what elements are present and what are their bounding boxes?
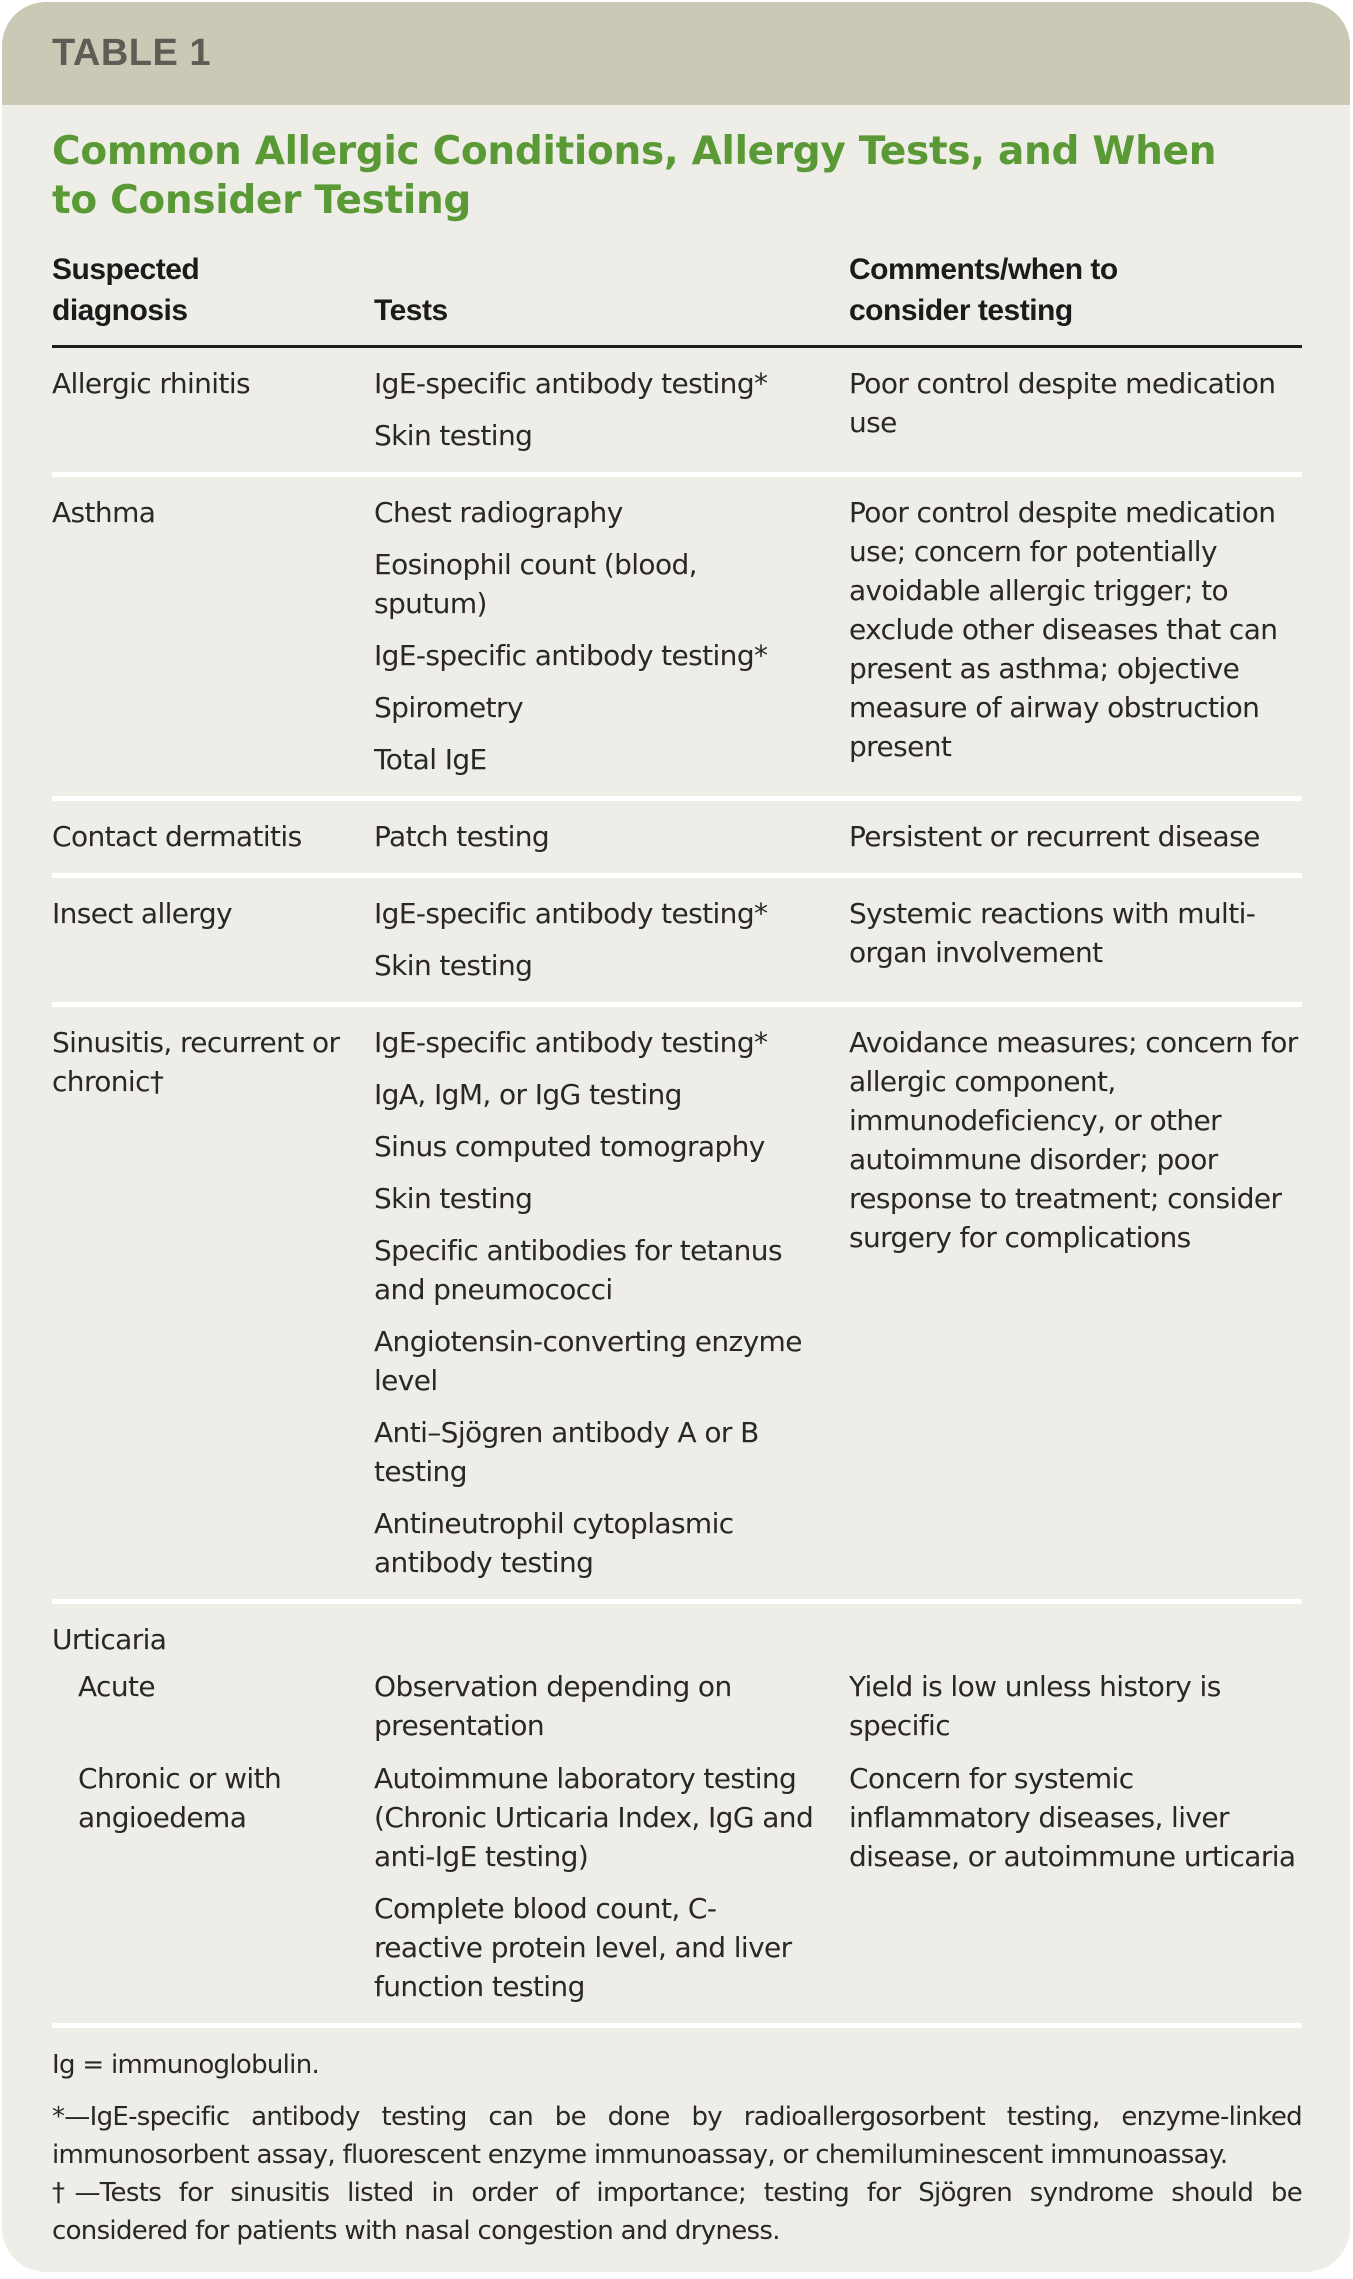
tests-cell <box>374 1745 849 2026</box>
row-divider <box>52 2026 1302 2029</box>
comments-cell: Persistent or recurrent disease <box>849 820 1260 853</box>
test-item: Total IgE <box>374 743 487 776</box>
table-label-band <box>2 2 1350 105</box>
tests-cell <box>374 1659 849 1745</box>
column-header-diagnosis: Suspected diagnosis <box>52 249 374 347</box>
test-item: Autoimmune laboratory testing (Chronic Urticaria Index, IgG and anti-IgE testing) <box>374 1762 814 1873</box>
tests-cell <box>374 477 849 799</box>
allergy-table <box>52 249 1302 2028</box>
column-header-tests: Tests <box>374 249 849 347</box>
table-header-row <box>52 249 1302 347</box>
test-item: IgE-specific antibody testing* <box>374 367 768 400</box>
test-item: Complete blood count, C-reactive protein level, and liver function testing <box>374 1892 792 2003</box>
footnote-star: *—IgE-specific antibody testing can be done by radioallergosorbent testing, enzyme-linked immunosorbent assay, fluorescent enzyme immunoassay, or chemiluminescent immunoassay. <box>52 2102 1302 2170</box>
table-footnotes <box>52 2046 1302 2250</box>
table-group-row <box>52 1604 1302 1659</box>
table-title: Common Allergic Conditions, Allergy Tests, and When to Consider Testing <box>52 129 1217 223</box>
test-item: Spirometry <box>374 691 523 724</box>
table-number-label: TABLE 1 <box>52 32 212 74</box>
table-subrow <box>52 1745 1302 2026</box>
test-item: Skin testing <box>374 419 533 452</box>
table-row <box>52 477 1302 799</box>
tests-cell <box>374 347 849 475</box>
comments-cell: Concern for systemic inflammatory diseases, liver disease, or autoimmune urticaria <box>849 1762 1296 1873</box>
sub-diagnosis-cell <box>52 1745 374 2026</box>
test-item: Skin testing <box>374 1182 533 1215</box>
comments-cell: Poor control despite medication use; concern for potentially avoidable allergic trigger; to exclude other diseases that can present as asthma; objective measure of airway obstruction present <box>849 496 1278 763</box>
table-row <box>52 1007 1302 1602</box>
test-item: Sinus computed tomography <box>374 1130 765 1163</box>
table-card <box>2 2 1350 2272</box>
test-item: IgE-specific antibody testing* <box>374 897 768 930</box>
test-item: Observation depending on presentation <box>374 1670 732 1742</box>
comments-cell: Systemic reactions with multi-organ involvement <box>849 897 1256 969</box>
comments-cell: Yield is low unless history is specific <box>849 1670 1221 1742</box>
test-item: Chest radiography <box>374 496 623 529</box>
diagnosis-cell: Allergic rhinitis <box>52 367 251 400</box>
tests-cell <box>374 878 849 1005</box>
tests-cell <box>374 1007 849 1602</box>
abbreviation-note: Ig = immunoglobulin. <box>52 2050 320 2080</box>
test-item: Antineutrophil cytoplasmic antibody testing <box>374 1507 734 1579</box>
table-content <box>52 105 1302 2250</box>
table-subrow <box>52 1659 1302 1745</box>
column-header-comments: Comments/when to consider testing <box>849 249 1302 347</box>
table-row <box>52 347 1302 475</box>
diagnosis-cell: Sinusitis, recurrent or chronic† <box>52 1026 340 1098</box>
diagnosis-cell: Insect allergy <box>52 897 232 930</box>
test-item: Angiotensin-converting enzyme level <box>374 1325 802 1397</box>
diagnosis-group-cell: Urticaria <box>52 1623 167 1656</box>
comments-cell: Avoidance measures; concern for allergic component, immunodeficiency, or other autoimmune disorder; poor response to treatment; consider surgery for complications <box>849 1026 1298 1254</box>
test-item: Patch testing <box>374 820 550 853</box>
test-item: Skin testing <box>374 949 533 982</box>
table-row <box>52 801 1302 876</box>
test-item: Specific antibodies for tetanus and pneumococci <box>374 1234 782 1306</box>
footnote-dagger: †—Tests for sinusitis listed in order of importance; testing for Sjögren syndrome should be considered for patients with nasal congestion and dryness. <box>52 2178 1302 2246</box>
sub-diagnosis-label: Acute <box>78 1670 156 1703</box>
table-row <box>52 878 1302 1005</box>
test-item: IgE-specific antibody testing* <box>374 639 768 672</box>
tests-cell <box>374 801 849 876</box>
diagnosis-cell: Asthma <box>52 496 156 529</box>
test-item: IgE-specific antibody testing* <box>374 1026 768 1059</box>
diagnosis-cell: Contact dermatitis <box>52 820 302 853</box>
sub-diagnosis-cell <box>52 1659 374 1745</box>
test-item: Eosinophil count (blood, sputum) <box>374 548 697 620</box>
sub-diagnosis-label: Chronic or with angioedema <box>78 1762 282 1834</box>
test-item: Anti–Sjögren antibody A or B testing <box>374 1416 759 1488</box>
test-item: IgA, IgM, or IgG testing <box>374 1078 682 1111</box>
comments-cell: Poor control despite medication use <box>849 367 1276 439</box>
